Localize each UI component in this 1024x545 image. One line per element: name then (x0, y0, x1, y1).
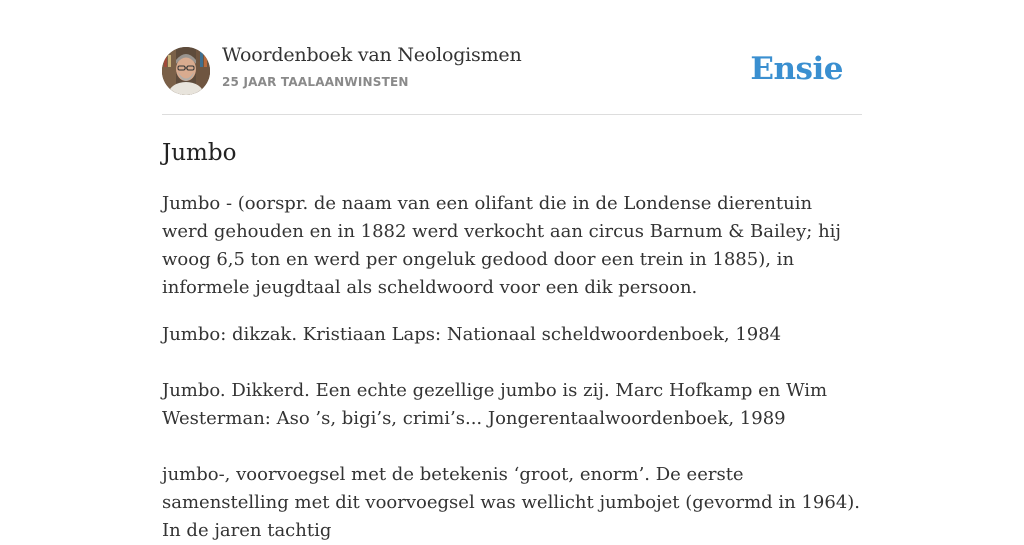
site-subtitle: 25 JAAR TAALAANWINSTEN (222, 75, 409, 89)
site-title[interactable]: Woordenboek van Neologismen (222, 44, 522, 66)
avatar-portrait (162, 47, 210, 95)
citation-paragraph: Jumbo: dikzak. Kristiaan Laps: Nationaal scheldwoordenboek, 1984 (162, 324, 782, 345)
author-avatar[interactable] (162, 47, 210, 95)
ensie-logo[interactable]: Ensie (750, 51, 843, 87)
entry-title: Jumbo (162, 140, 237, 166)
definition-paragraph: Jumbo - (oorspr. de naam van een olifant die in de Londense dierentuin werd gehouden en in 1882 werd verkocht aan circus Barnum & Bailey; hij woog 6,5 ton en werd per ongeluk gedood door een trein in 1885), in informele jeugdtaal als scheldwoord voor een dik persoon. (162, 193, 842, 298)
page (162, 0, 862, 541)
site-header (162, 0, 862, 115)
citation-paragraph: Jumbo. Dikkerd. Een echte gezellige jumbo is zij. Marc Hofkamp en Wim Westerman: Aso ’s, bigi’s, crimi’s... Jongerentaalwoordenboek, 1989 (162, 380, 828, 429)
prefix-paragraph: jumbo-, voorvoegsel met de betekenis ‘groot, enorm’. De eerste samenstelling met dit voorvoegsel was wellicht jumbojet (gevormd in 1964). In de jaren tachtig (162, 464, 861, 541)
